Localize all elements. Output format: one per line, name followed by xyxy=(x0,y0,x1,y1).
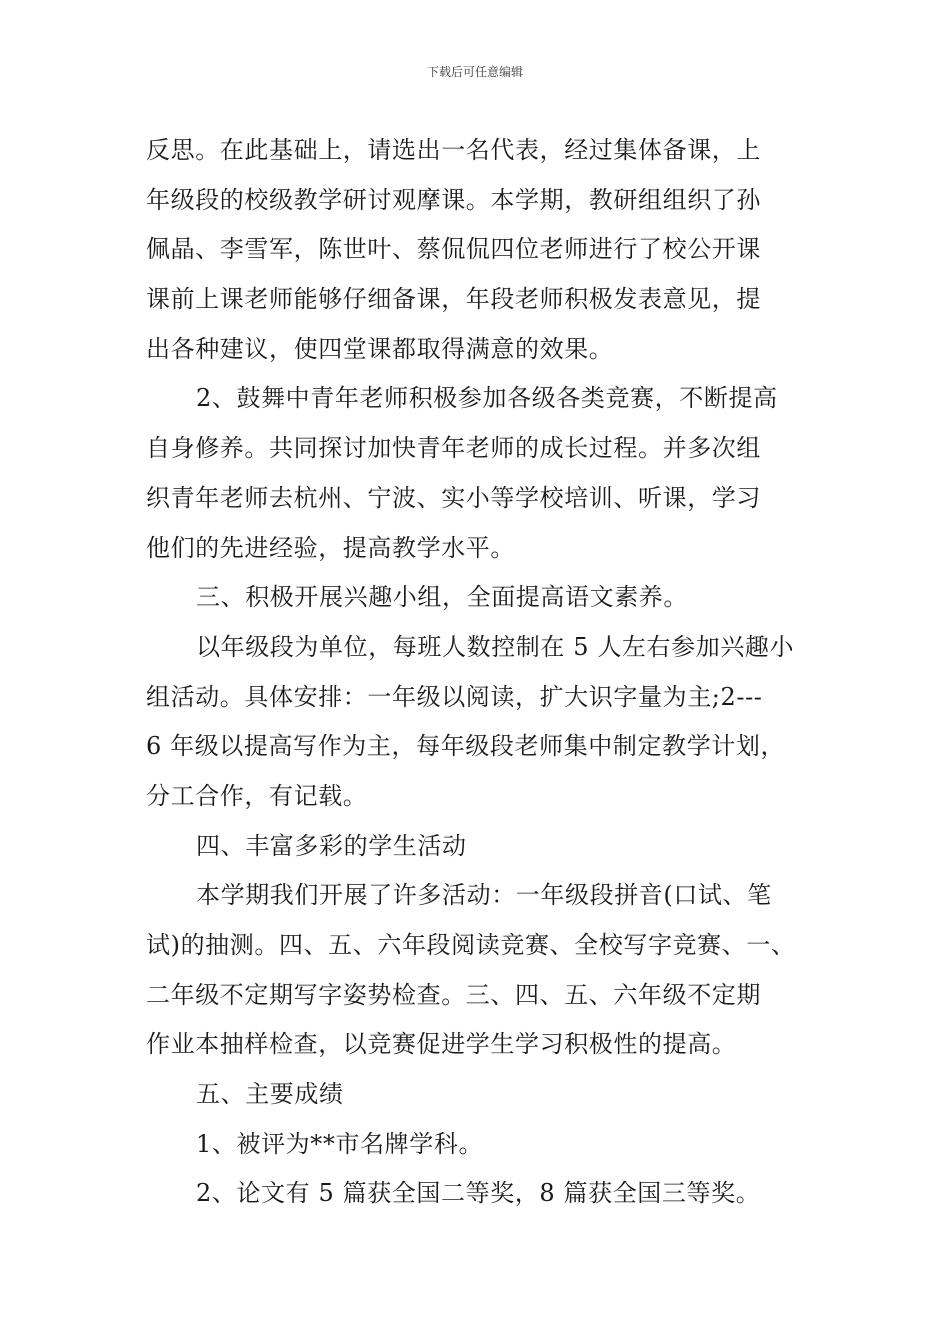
text-line: 织青年老师去杭州、宁波、实小等学校培训、听课，学习 xyxy=(146,483,761,512)
text-line: 反思。在此基础上，请选出一名代表，经过集体备课，上 xyxy=(146,136,761,164)
text-line: 2、鼓舞中青年老师积极参加各级各类竞赛，不断提高 xyxy=(196,384,778,413)
text-line: 6 年级以提高写作为主，每年级段老师集中制定教学计划， xyxy=(146,732,786,761)
section-heading: 三、积极开展兴趣小组，全面提高语文素养。 xyxy=(196,583,688,612)
section-heading: 四、丰富多彩的学生活动 xyxy=(196,831,467,860)
document-body xyxy=(146,126,826,1219)
text-line: 本学期我们开展了许多活动：一年级段拼音(口试、笔 xyxy=(196,881,772,910)
list-item: 2、论文有 5 篇获全国二等奖，8 篇获全国三等奖。 xyxy=(196,1179,761,1208)
text-line: 佩晶、李雪军，陈世叶、蔡侃侃四位老师进行了校公开课 xyxy=(146,235,761,264)
text-line: 他们的先进经验，提高教学水平。 xyxy=(146,533,515,562)
text-line: 分工合作，有记载。 xyxy=(146,781,368,810)
list-item: 1、被评为**市名牌学科。 xyxy=(196,1129,484,1158)
text-line: 二年级不定期写字姿势检查。三、四、五、六年级不定期 xyxy=(146,980,761,1009)
text-line: 出各种建议，使四堂课都取得满意的效果。 xyxy=(146,334,614,363)
text-line: 组活动。具体安排：一年级以阅读，扩大识字量为主;2--- xyxy=(146,682,763,711)
text-line: 以年级段为单位，每班人数控制在 5 人左右参加兴趣小 xyxy=(196,632,795,661)
section-heading: 五、主要成绩 xyxy=(196,1080,344,1109)
text-line: 课前上课老师能够仔细备课，年段老师积极发表意见，提 xyxy=(146,285,761,314)
text-line: 作业本抽样检查，以竞赛促进学生学习积极性的提高。 xyxy=(146,1030,737,1059)
text-line: 自身修养。共同探讨加快青年老师的成长过程。并多次组 xyxy=(146,434,761,463)
text-line: 年级段的校级教学研讨观摩课。本学期，教研组组织了孙 xyxy=(146,185,761,214)
page-header: 下载后可任意编辑 xyxy=(426,65,523,79)
text-line: 试)的抽测。四、五、六年段阅读竞赛、全校写字竞赛、一、 xyxy=(146,931,796,959)
